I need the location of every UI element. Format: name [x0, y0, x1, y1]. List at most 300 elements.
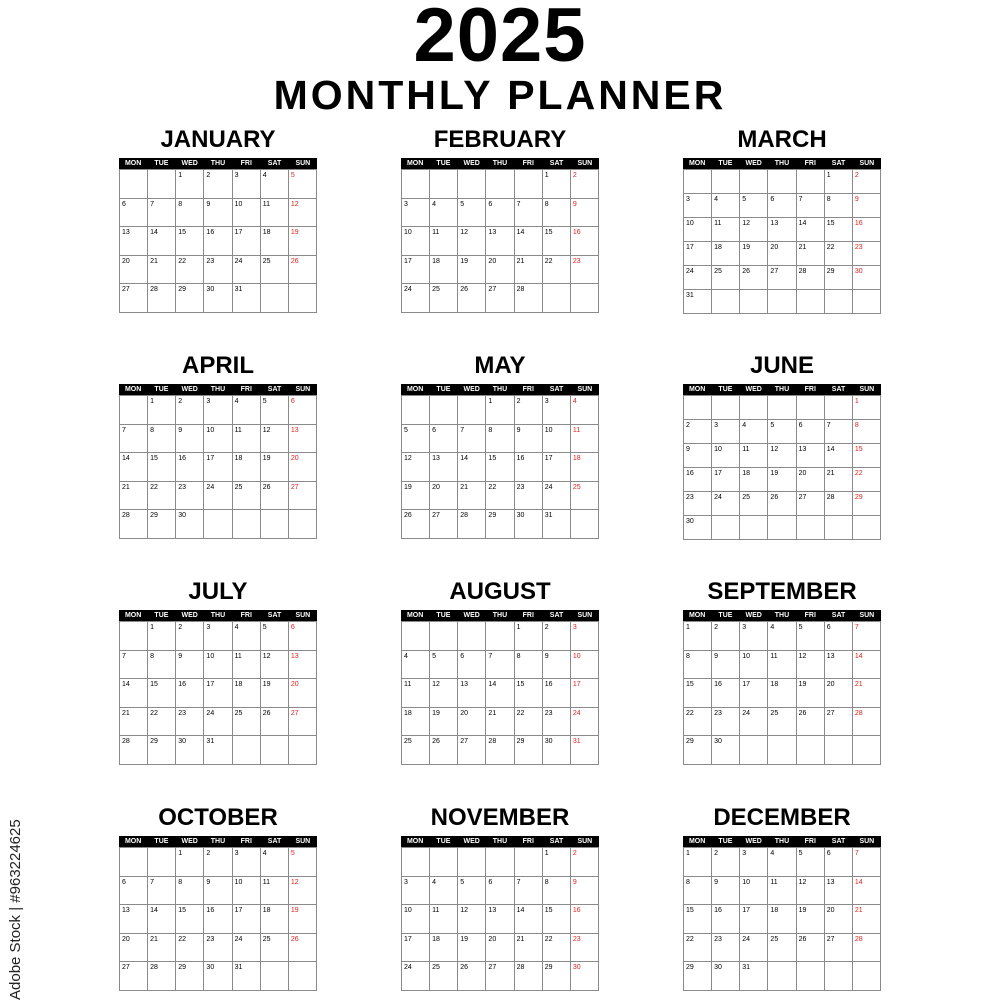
day-cell: 23: [543, 708, 571, 737]
day-cell: 26: [289, 934, 317, 963]
day-cell: 29: [148, 736, 176, 765]
day-cell: 28: [515, 962, 543, 991]
day-cell: 24: [233, 934, 261, 963]
day-cell: 20: [120, 934, 148, 963]
day-cell: 30: [515, 510, 543, 539]
weekday-label: THU: [492, 612, 508, 619]
weekday-label: WED: [463, 838, 480, 845]
day-cell: 14: [797, 218, 825, 242]
day-cell: 22: [148, 708, 176, 737]
day-cell: 19: [458, 256, 486, 285]
day-cell: 10: [740, 651, 768, 680]
day-cell: 13: [120, 905, 148, 934]
weekday-label: WED: [745, 612, 762, 619]
day-cell: 9: [543, 651, 571, 680]
empty-day-cell: [289, 736, 317, 765]
stock-watermark: Adobe Stock | #963224625: [7, 819, 24, 1000]
day-cell: 16: [176, 453, 204, 482]
day-cell: 29: [515, 736, 543, 765]
day-cell: 4: [740, 420, 768, 444]
weekday-header: [119, 836, 317, 847]
day-grid: [401, 847, 599, 991]
day-cell: 23: [571, 256, 599, 285]
empty-day-cell: [853, 516, 881, 540]
day-cell: 4: [571, 396, 599, 425]
weekday-label: WED: [463, 386, 480, 393]
day-cell: 27: [289, 708, 317, 737]
weekday-label: FRI: [240, 612, 252, 619]
day-cell: 14: [515, 905, 543, 934]
day-cell: 9: [853, 194, 881, 218]
day-cell: 29: [853, 492, 881, 516]
empty-day-cell: [768, 736, 796, 765]
day-cell: 3: [571, 622, 599, 651]
weekday-label: TUE: [436, 838, 451, 845]
day-cell: 17: [740, 679, 768, 708]
day-cell: 17: [684, 242, 712, 266]
day-cell: 26: [797, 708, 825, 737]
day-cell: 22: [543, 256, 571, 285]
day-cell: 5: [797, 848, 825, 877]
day-cell: 26: [261, 482, 289, 511]
day-cell: 18: [233, 453, 261, 482]
day-cell: 9: [684, 444, 712, 468]
empty-day-cell: [797, 516, 825, 540]
day-cell: 25: [430, 962, 458, 991]
weekday-label: WED: [463, 160, 480, 167]
day-cell: 5: [289, 170, 317, 199]
day-cell: 25: [571, 482, 599, 511]
day-cell: 14: [120, 679, 148, 708]
day-cell: 8: [543, 199, 571, 228]
empty-day-cell: [740, 516, 768, 540]
day-cell: 12: [740, 218, 768, 242]
day-cell: 22: [148, 482, 176, 511]
empty-day-cell: [430, 622, 458, 651]
day-cell: 20: [458, 708, 486, 737]
weekday-label: SUN: [859, 838, 875, 845]
day-cell: 23: [712, 934, 740, 963]
day-cell: 1: [176, 848, 204, 877]
empty-day-cell: [768, 290, 796, 314]
day-cell: 9: [712, 651, 740, 680]
day-cell: 30: [204, 284, 232, 313]
day-cell: 13: [768, 218, 796, 242]
day-cell: 25: [768, 708, 796, 737]
day-cell: 24: [233, 256, 261, 285]
day-cell: 17: [402, 934, 430, 963]
day-cell: 27: [825, 934, 853, 963]
weekday-label: MON: [124, 160, 142, 167]
day-cell: 11: [712, 218, 740, 242]
day-cell: 6: [430, 425, 458, 454]
day-cell: 28: [515, 284, 543, 313]
day-cell: 9: [571, 199, 599, 228]
day-cell: 2: [853, 170, 881, 194]
weekday-label: FRI: [522, 612, 534, 619]
day-cell: 3: [233, 170, 261, 199]
day-cell: 6: [458, 651, 486, 680]
month-january: [119, 122, 317, 313]
day-cell: 16: [712, 905, 740, 934]
day-cell: 11: [571, 425, 599, 454]
day-cell: 16: [204, 227, 232, 256]
day-cell: 31: [740, 962, 768, 991]
day-cell: 21: [797, 242, 825, 266]
day-cell: 6: [825, 622, 853, 651]
day-cell: 30: [712, 962, 740, 991]
day-cell: 8: [486, 425, 514, 454]
day-cell: 19: [430, 708, 458, 737]
day-cell: 8: [176, 877, 204, 906]
day-grid: [119, 169, 317, 313]
day-cell: 12: [797, 651, 825, 680]
day-cell: 16: [543, 679, 571, 708]
day-cell: 19: [289, 227, 317, 256]
day-grid: [119, 847, 317, 991]
day-cell: 20: [486, 256, 514, 285]
day-cell: 3: [684, 194, 712, 218]
day-cell: 1: [684, 848, 712, 877]
month-name: AUGUST: [449, 578, 551, 605]
day-cell: 12: [430, 679, 458, 708]
day-cell: 1: [486, 396, 514, 425]
day-cell: 10: [233, 877, 261, 906]
day-cell: 13: [458, 679, 486, 708]
weekday-label: MON: [688, 160, 706, 167]
day-cell: 28: [120, 510, 148, 539]
empty-day-cell: [768, 396, 796, 420]
day-cell: 9: [204, 877, 232, 906]
month-name: JUNE: [749, 352, 815, 379]
day-grid: [683, 169, 881, 314]
weekday-label: SAT: [831, 838, 846, 845]
day-cell: 20: [825, 679, 853, 708]
day-cell: 20: [120, 256, 148, 285]
day-cell: 17: [712, 468, 740, 492]
empty-day-cell: [825, 736, 853, 765]
month-name: JULY: [188, 578, 248, 605]
day-cell: 15: [684, 679, 712, 708]
month-name: MARCH: [737, 126, 827, 153]
day-cell: 24: [571, 708, 599, 737]
empty-day-cell: [120, 848, 148, 877]
month-name: MAY: [474, 352, 526, 379]
day-cell: 1: [515, 622, 543, 651]
day-cell: 5: [458, 199, 486, 228]
empty-day-cell: [797, 396, 825, 420]
weekday-label: SUN: [295, 612, 311, 619]
day-cell: 26: [458, 284, 486, 313]
day-cell: 18: [233, 679, 261, 708]
empty-day-cell: [825, 516, 853, 540]
weekday-label: SUN: [577, 386, 593, 393]
day-cell: 29: [148, 510, 176, 539]
day-cell: 27: [289, 482, 317, 511]
day-cell: 13: [825, 651, 853, 680]
day-cell: 20: [486, 934, 514, 963]
day-grid: [401, 169, 599, 313]
day-cell: 6: [825, 848, 853, 877]
day-cell: 11: [261, 199, 289, 228]
day-cell: 3: [204, 622, 232, 651]
empty-day-cell: [458, 622, 486, 651]
day-cell: 12: [797, 877, 825, 906]
day-cell: 12: [261, 425, 289, 454]
day-cell: 31: [684, 290, 712, 314]
empty-day-cell: [515, 170, 543, 199]
empty-day-cell: [402, 170, 430, 199]
day-cell: 26: [402, 510, 430, 539]
weekday-label: TUE: [718, 386, 733, 393]
day-cell: 28: [148, 284, 176, 313]
day-cell: 15: [543, 227, 571, 256]
day-cell: 14: [486, 679, 514, 708]
day-cell: 15: [825, 218, 853, 242]
empty-day-cell: [486, 848, 514, 877]
weekday-label: MON: [124, 838, 142, 845]
day-cell: 14: [148, 227, 176, 256]
day-cell: 20: [289, 453, 317, 482]
empty-day-cell: [740, 290, 768, 314]
day-cell: 20: [430, 482, 458, 511]
day-cell: 2: [571, 848, 599, 877]
day-cell: 19: [740, 242, 768, 266]
day-cell: 6: [768, 194, 796, 218]
day-cell: 6: [289, 396, 317, 425]
day-cell: 21: [120, 482, 148, 511]
weekday-label: FRI: [522, 838, 534, 845]
day-cell: 19: [797, 679, 825, 708]
day-cell: 2: [176, 396, 204, 425]
weekday-label: WED: [745, 160, 762, 167]
day-cell: 4: [430, 877, 458, 906]
weekday-label: THU: [210, 838, 226, 845]
weekday-label: SAT: [831, 160, 846, 167]
day-cell: 23: [176, 482, 204, 511]
month-name: JANUARY: [160, 126, 276, 153]
day-cell: 22: [853, 468, 881, 492]
weekday-label: MON: [124, 386, 142, 393]
weekday-label: MON: [406, 838, 424, 845]
day-cell: 4: [712, 194, 740, 218]
weekday-label: SAT: [549, 160, 564, 167]
weekday-label: FRI: [804, 838, 816, 845]
day-cell: 30: [176, 736, 204, 765]
day-cell: 11: [261, 877, 289, 906]
day-cell: 19: [768, 468, 796, 492]
day-cell: 4: [233, 622, 261, 651]
day-grid: [683, 395, 881, 540]
day-cell: 21: [148, 934, 176, 963]
day-cell: 19: [402, 482, 430, 511]
day-grid: [401, 621, 599, 765]
day-cell: 5: [797, 622, 825, 651]
day-cell: 14: [515, 227, 543, 256]
weekday-header: [401, 384, 599, 395]
day-cell: 12: [289, 877, 317, 906]
day-cell: 24: [402, 284, 430, 313]
empty-day-cell: [430, 396, 458, 425]
day-cell: 4: [261, 170, 289, 199]
day-cell: 25: [233, 708, 261, 737]
day-cell: 4: [430, 199, 458, 228]
empty-day-cell: [261, 962, 289, 991]
day-cell: 12: [402, 453, 430, 482]
day-cell: 24: [204, 708, 232, 737]
day-cell: 17: [233, 905, 261, 934]
month-name: FEBRUARY: [433, 126, 567, 153]
day-cell: 21: [120, 708, 148, 737]
day-cell: 10: [204, 651, 232, 680]
day-cell: 25: [430, 284, 458, 313]
day-cell: 29: [176, 284, 204, 313]
day-cell: 15: [176, 905, 204, 934]
day-cell: 28: [853, 708, 881, 737]
day-cell: 18: [430, 934, 458, 963]
empty-day-cell: [740, 170, 768, 194]
empty-day-cell: [712, 516, 740, 540]
day-cell: 14: [853, 877, 881, 906]
day-cell: 4: [233, 396, 261, 425]
day-cell: 8: [684, 877, 712, 906]
day-cell: 29: [486, 510, 514, 539]
day-cell: 3: [740, 622, 768, 651]
month-name: SEPTEMBER: [707, 578, 857, 605]
day-cell: 15: [684, 905, 712, 934]
day-cell: 10: [543, 425, 571, 454]
day-cell: 12: [768, 444, 796, 468]
day-cell: 15: [515, 679, 543, 708]
page-title: 2025: [413, 0, 587, 78]
weekday-label: THU: [492, 838, 508, 845]
day-cell: 24: [402, 962, 430, 991]
weekday-label: SAT: [549, 838, 564, 845]
weekday-label: TUE: [718, 838, 733, 845]
day-cell: 10: [571, 651, 599, 680]
day-cell: 5: [402, 425, 430, 454]
day-cell: 3: [712, 420, 740, 444]
weekday-label: THU: [774, 612, 790, 619]
day-cell: 26: [261, 708, 289, 737]
day-cell: 13: [430, 453, 458, 482]
weekday-label: SUN: [295, 386, 311, 393]
weekday-label: SAT: [549, 612, 564, 619]
weekday-label: THU: [210, 612, 226, 619]
month-name: NOVEMBER: [430, 804, 570, 831]
weekday-label: MON: [688, 612, 706, 619]
day-cell: 18: [768, 905, 796, 934]
empty-day-cell: [458, 848, 486, 877]
day-cell: 11: [430, 227, 458, 256]
weekday-label: TUE: [154, 386, 169, 393]
day-cell: 22: [543, 934, 571, 963]
day-cell: 23: [684, 492, 712, 516]
day-cell: 8: [148, 651, 176, 680]
day-cell: 2: [543, 622, 571, 651]
empty-day-cell: [402, 848, 430, 877]
day-cell: 24: [740, 934, 768, 963]
day-cell: 20: [797, 468, 825, 492]
day-cell: 31: [571, 736, 599, 765]
day-cell: 3: [233, 848, 261, 877]
weekday-label: WED: [181, 838, 198, 845]
empty-day-cell: [768, 962, 796, 991]
weekday-label: MON: [688, 838, 706, 845]
day-cell: 17: [543, 453, 571, 482]
empty-day-cell: [261, 284, 289, 313]
day-cell: 5: [289, 848, 317, 877]
day-cell: 3: [402, 877, 430, 906]
day-cell: 11: [402, 679, 430, 708]
weekday-label: SUN: [577, 612, 593, 619]
day-cell: 23: [712, 708, 740, 737]
day-cell: 2: [712, 848, 740, 877]
day-cell: 16: [853, 218, 881, 242]
day-cell: 23: [204, 256, 232, 285]
day-grid: [119, 621, 317, 765]
day-cell: 28: [486, 736, 514, 765]
day-cell: 16: [684, 468, 712, 492]
day-cell: 7: [853, 622, 881, 651]
day-cell: 22: [176, 256, 204, 285]
empty-day-cell: [740, 396, 768, 420]
month-october: [119, 800, 317, 991]
day-cell: 6: [486, 877, 514, 906]
day-cell: 26: [458, 962, 486, 991]
weekday-label: SAT: [267, 160, 282, 167]
weekday-label: WED: [181, 386, 198, 393]
day-cell: 10: [684, 218, 712, 242]
weekday-label: THU: [210, 160, 226, 167]
day-cell: 15: [486, 453, 514, 482]
day-grid: [683, 847, 881, 991]
day-cell: 28: [458, 510, 486, 539]
day-cell: 7: [458, 425, 486, 454]
day-cell: 27: [458, 736, 486, 765]
weekday-label: SUN: [295, 160, 311, 167]
day-cell: 7: [797, 194, 825, 218]
day-cell: 21: [148, 256, 176, 285]
day-cell: 18: [261, 227, 289, 256]
month-july: [119, 574, 317, 765]
day-cell: 17: [571, 679, 599, 708]
day-cell: 24: [684, 266, 712, 290]
day-cell: 18: [402, 708, 430, 737]
empty-day-cell: [458, 170, 486, 199]
day-cell: 2: [712, 622, 740, 651]
weekday-label: TUE: [154, 160, 169, 167]
weekday-label: FRI: [522, 386, 534, 393]
day-cell: 22: [176, 934, 204, 963]
day-cell: 5: [740, 194, 768, 218]
day-cell: 8: [515, 651, 543, 680]
day-cell: 9: [515, 425, 543, 454]
day-cell: 18: [430, 256, 458, 285]
day-cell: 1: [543, 848, 571, 877]
day-cell: 26: [768, 492, 796, 516]
day-cell: 15: [148, 453, 176, 482]
day-cell: 2: [204, 848, 232, 877]
day-cell: 31: [233, 962, 261, 991]
weekday-header: [683, 158, 881, 169]
weekday-label: SUN: [859, 612, 875, 619]
day-cell: 19: [261, 679, 289, 708]
day-cell: 20: [825, 905, 853, 934]
day-cell: 24: [543, 482, 571, 511]
day-cell: 25: [261, 934, 289, 963]
day-cell: 2: [204, 170, 232, 199]
